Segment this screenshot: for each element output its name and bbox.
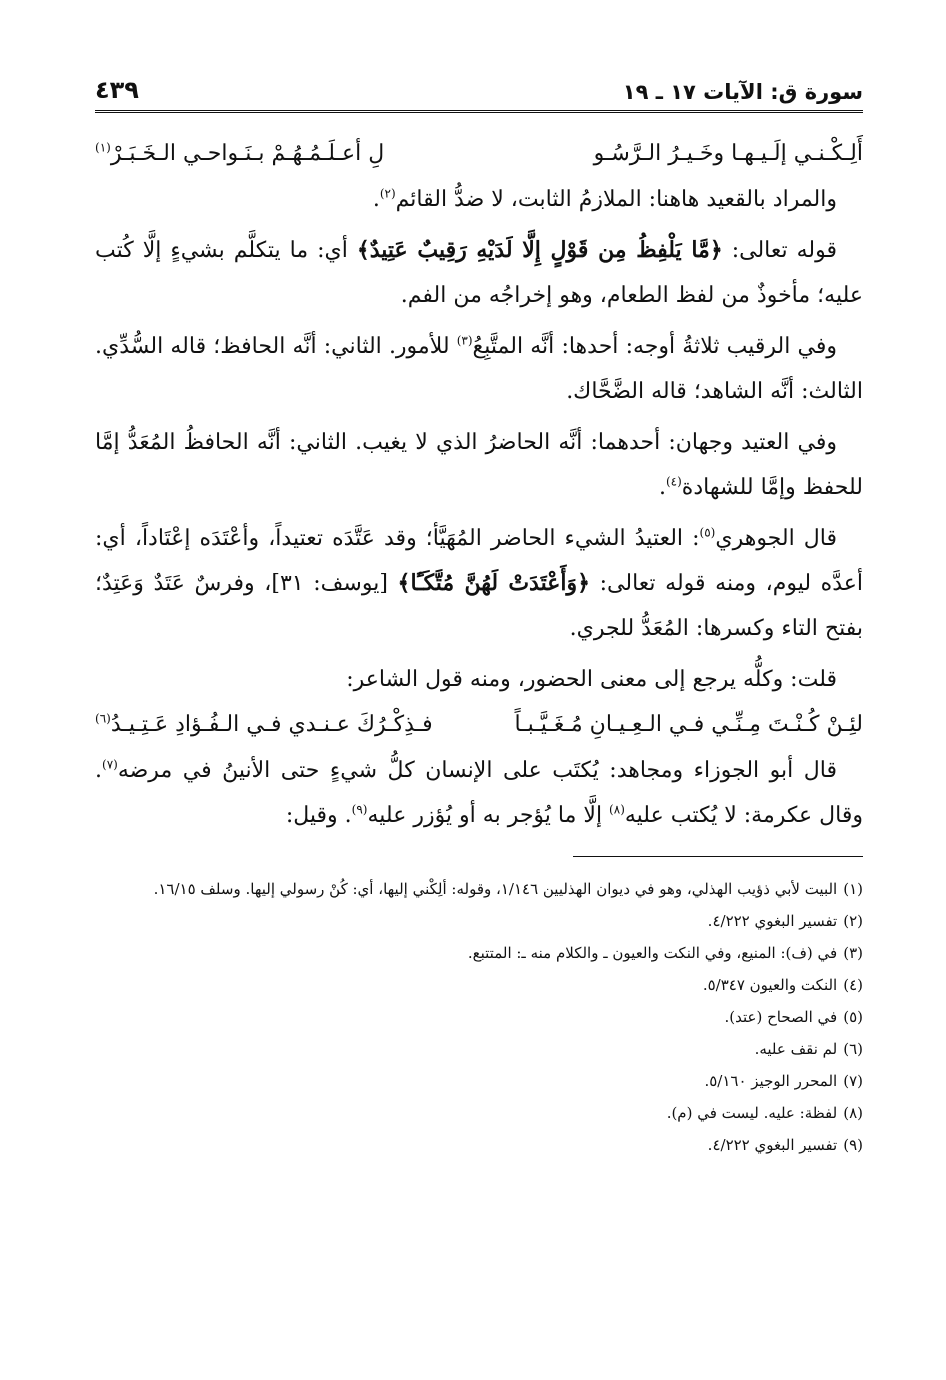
footnotes <box>95 873 863 1161</box>
paragraph-verse-commentary <box>95 228 863 318</box>
paragraph-qultu <box>95 657 863 702</box>
footnote-item <box>95 969 863 1001</box>
paragraph-qaeed <box>95 177 863 222</box>
footnote-item <box>95 937 863 969</box>
footnote-item <box>95 905 863 937</box>
footnote-number: (٥) <box>843 1008 863 1026</box>
paragraph-verse-text: أي: ما يتكلَّم بشيءٍ إلَّا كُتب عليه؛ مأخوذٌ من لفظ الطعام، وهو إخراجُه من الفم. <box>95 238 863 308</box>
footnote-text: لفظة: عليه. ليست في (م). <box>666 1104 838 1122</box>
running-header <box>95 70 863 113</box>
footnote-text: لم نقف عليه. <box>754 1040 838 1058</box>
verse-2-second-text: فـذِكْـرُكَ عـنـدي فـي الـفُـؤادِ عَـتِـيـدُ <box>110 712 433 737</box>
paragraph-jawhari-c: [يوسف: ٣١]، وفرسٌ عَتَدٌ وَعَتِدٌ؛ بفتح التاء وكسرها: المُعَدُّ للجري. <box>95 571 863 641</box>
poetry-verse-2 <box>95 702 863 748</box>
footnote-item <box>95 873 863 905</box>
footnote-ref-2: (٢) <box>379 186 396 201</box>
footnote-item <box>95 1065 863 1097</box>
footnote-number: (٧) <box>843 1072 863 1090</box>
footnote-text: النكت والعيون ٥/٣٤٧. <box>702 976 838 994</box>
paragraph-abu-jawza-d: . وقيل: <box>285 803 352 828</box>
footnote-item <box>95 1001 863 1033</box>
verse-2-first-hemistich: لئِـنْ كُـنْـتَ مِـنِّـي فـي الـعِـيـانِ مُـغَـيَّـبـاً <box>514 712 863 737</box>
page-number: ٤٣٩ <box>95 76 139 104</box>
footnote-ref-9: (٩) <box>351 802 368 817</box>
paragraph-verse-lead: قوله تعالى: <box>722 238 837 263</box>
footnote-ref-8: (٨) <box>609 802 625 817</box>
footnote-item <box>95 1033 863 1065</box>
footnote-ref-6: (٦) <box>95 711 111 726</box>
footnote-number: (٨) <box>843 1104 863 1122</box>
footnote-number: (٤) <box>843 976 863 994</box>
quran-quote-yusuf-31: ﴿وَأَعْتَدَتْ لَهُنَّ مُتَّكَـًٔا﴾ <box>397 570 590 596</box>
footnote-number: (١) <box>843 880 863 898</box>
footnote-ref-7: (٧) <box>102 757 118 772</box>
footnote-ref-1: (١) <box>95 140 111 155</box>
paragraph-jawhari-b: : العتيدُ الشيء الحاضر المُهَيَّأ؛ وقد عَتَّدَه تعتيداً، وأعْتَدَه إعْتَاداً، أي: أعدَّه ليوم، ومنه قوله تعالى: <box>95 526 863 596</box>
footnote-separator <box>573 856 863 857</box>
footnote-item <box>95 1097 863 1129</box>
paragraph-abu-jawza-a: قال أبو الجوزاء ومجاهد: يُكتَب على الإنسان كلُّ شيءٍ حتى الأنينُ في مرضه <box>117 758 837 783</box>
footnote-number: (٦) <box>843 1040 863 1058</box>
paragraph-abu-jawza-c: إلَّا ما يُؤجر به أو يُؤزر عليه <box>367 803 610 828</box>
quran-quote-qaf-18: ﴿مَّا يَلْفِظُ مِن قَوْلٍ إِلَّا لَدَيْهِ رَقِيبٌ عَتِيدٌ﴾ <box>356 237 723 263</box>
paragraph-raqeeb-b: للأمور. الثاني: أنَّه الحافظ؛ قاله السُّدِّي. الثالث: أنَّه الشاهد؛ قاله الضَّحَّاك. <box>95 334 863 404</box>
footnote-ref-5: (٥) <box>699 525 716 540</box>
footnote-text: في الصحاح (عتد). <box>724 1008 838 1026</box>
footnote-text: تفسير البغوي ٤/٢٢٢. <box>707 912 838 930</box>
footnote-number: (٢) <box>843 912 863 930</box>
book-page <box>95 70 863 1161</box>
running-title: سورة ق: الآيات ١٧ ـ ١٩ <box>622 80 863 104</box>
verse-1-second-text: لِ أعـلَـمُـهُـمْ بـنَـواحـي الـخَـبَـرْ <box>110 141 385 166</box>
footnote-number: (٩) <box>843 1136 863 1154</box>
verse-2-second-hemistich <box>95 702 433 748</box>
main-text <box>95 131 863 838</box>
footnote-number: (٣) <box>843 944 863 962</box>
paragraph-qaeed-text: والمراد بالقعيد هاهنا: الملازمُ الثابت، لا ضدُّ القائم <box>395 187 837 212</box>
footnote-item <box>95 1129 863 1161</box>
paragraph-ateed-text: وفي العتيد وجهان: أحدهما: أنَّه الحاضرُ الذي لا يغيب. الثاني: أنَّه الحافظُ المُعَدُّ إمَّا للحفظ وإمَّا للشهادة <box>95 430 863 500</box>
paragraph-abu-jawza <box>95 748 863 838</box>
paragraph-jawhari-a: قال الجوهري <box>715 526 838 551</box>
paragraph-jawhari <box>95 516 863 651</box>
paragraph-raqeeb-a: وفي الرقيب ثلاثةُ أوجه: أحدها: أنَّه المتَّبِعُ <box>472 334 837 359</box>
paragraph-ateed <box>95 420 863 510</box>
verse-1-first-hemistich: أَلِـكْـنـي إلَـيـهـا وخَـيـرُ الـرَّسُـو <box>593 141 863 166</box>
paragraph-qultu-text: قلت: وكلُّه يرجع إلى معنى الحضور، ومنه قول الشاعر: <box>346 667 837 692</box>
footnote-text: البيت لأبي ذؤيب الهذلي، وهو في ديوان الهذليين ١/١٤٦، وقوله: ألِكْني إليها، أي: كُنْ رسولي إليها. وسلف ١٦/١٥. <box>153 880 838 898</box>
paragraph-ateed-tail: . <box>658 475 666 500</box>
paragraph-abu-jawza-b: . وقال عكرمة: لا يُكتب عليه <box>95 758 863 828</box>
footnote-text: تفسير البغوي ٤/٢٢٢. <box>707 1136 838 1154</box>
paragraph-raqeeb <box>95 324 863 414</box>
paragraph-qaeed-tail: . <box>372 187 380 212</box>
poetry-verse-1 <box>95 131 863 177</box>
footnote-text: المحرر الوجيز ٥/١٦٠. <box>704 1072 838 1090</box>
verse-1-second-hemistich <box>95 131 384 177</box>
footnote-text: في (ف): المنيع، وفي النكت والعيون ـ والكلام منه ـ: المتتبع. <box>467 944 838 962</box>
footnote-ref-4: (٤) <box>665 474 682 489</box>
footnote-ref-3: (٣) <box>456 333 473 348</box>
